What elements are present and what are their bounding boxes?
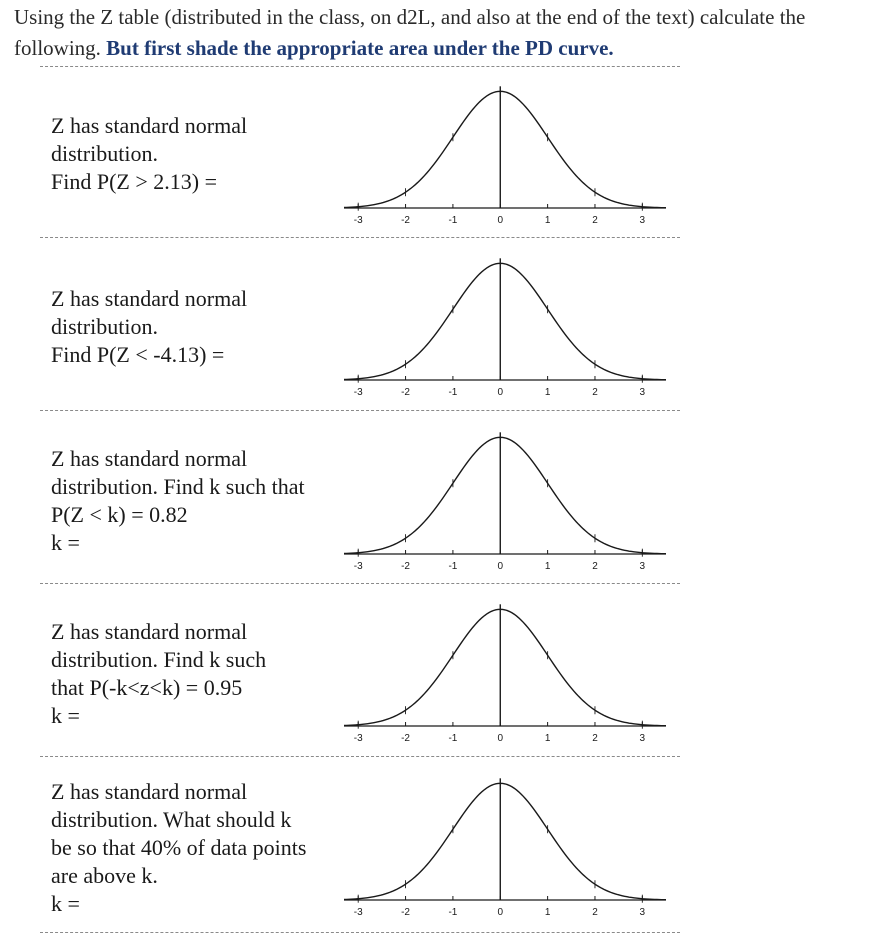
question-4 — [51, 618, 341, 730]
normal-curve-plot-3[interactable] — [340, 424, 670, 584]
normal-curve-line — [344, 91, 666, 207]
normal-curve-line — [344, 437, 666, 553]
x-tick-label: 0 — [497, 215, 504, 226]
normal-curve-plot-4[interactable] — [340, 596, 670, 756]
question-3-line-3: P(Z < k) = 0.82 — [51, 502, 188, 527]
question-3-line-4: k = — [51, 530, 80, 555]
x-tick-label: -3 — [353, 733, 363, 744]
normal-curve-line — [344, 783, 666, 899]
question-3-line-1: Z has standard normal — [51, 446, 248, 471]
question-5 — [51, 778, 341, 918]
question-3-line-2: distribution. Find k such that — [51, 474, 305, 499]
question-5-line-3: be so that 40% of data points — [51, 835, 307, 860]
x-tick-label: -1 — [448, 733, 458, 744]
x-tick-label: 3 — [639, 215, 646, 226]
x-tick-label: -2 — [401, 733, 411, 744]
question-5-line-2: distribution. What should k — [51, 807, 292, 832]
x-tick-label: -2 — [401, 907, 411, 918]
x-tick-label: -2 — [401, 215, 411, 226]
question-4-line-4: k = — [51, 703, 80, 728]
normal-curve-plot-5[interactable] — [340, 770, 670, 930]
divider — [40, 932, 680, 933]
x-tick-label: 1 — [544, 387, 551, 398]
x-tick-label: 2 — [592, 561, 598, 572]
divider — [40, 66, 680, 67]
x-tick-label: -1 — [448, 215, 458, 226]
x-tick-label: 2 — [592, 733, 598, 744]
instructions-text: Using the Z table (distributed in the class, on d2L, and also at the end of the text) calculate the following. — [14, 5, 806, 60]
x-tick-label: 3 — [639, 561, 646, 572]
instructions — [14, 2, 886, 64]
x-tick-label: -3 — [353, 907, 363, 918]
question-1 — [51, 112, 341, 196]
x-tick-label: -3 — [353, 387, 363, 398]
x-tick-label: 0 — [497, 561, 504, 572]
instructions-emphasis: But first shade the appropriate area under the PD curve. — [106, 36, 614, 60]
divider — [40, 756, 680, 757]
question-3 — [51, 445, 341, 557]
x-tick-label: -1 — [448, 387, 458, 398]
question-4-line-1: Z has standard normal — [51, 619, 248, 644]
x-tick-label: 0 — [497, 907, 504, 918]
question-4-line-3: that P(-k<z<k) = 0.95 — [51, 675, 243, 700]
x-tick-label: 2 — [592, 387, 598, 398]
x-tick-label: -1 — [448, 907, 458, 918]
divider — [40, 410, 680, 411]
question-4-line-2: distribution. Find k such — [51, 647, 267, 672]
x-tick-label: 2 — [592, 215, 598, 226]
x-tick-label: -2 — [401, 561, 411, 572]
x-tick-label: 1 — [544, 733, 551, 744]
question-2-line-2: distribution. — [51, 314, 158, 339]
x-tick-label: -2 — [401, 387, 411, 398]
divider — [40, 237, 680, 238]
x-tick-label: 0 — [497, 387, 504, 398]
x-tick-label: 2 — [592, 907, 598, 918]
question-2 — [51, 285, 341, 369]
x-tick-label: -3 — [353, 561, 363, 572]
question-5-line-4: are above k. — [51, 863, 158, 888]
question-1-line-1: Z has standard normal — [51, 113, 248, 138]
normal-curve-plot-2[interactable] — [340, 250, 670, 410]
x-tick-label: 3 — [639, 907, 646, 918]
x-tick-label: 3 — [639, 733, 646, 744]
x-tick-label: 3 — [639, 387, 646, 398]
x-tick-label: -3 — [353, 215, 363, 226]
normal-curve-line — [344, 263, 666, 379]
normal-curve-line — [344, 609, 666, 725]
x-tick-label: 1 — [544, 561, 551, 572]
question-5-line-1: Z has standard normal — [51, 779, 248, 804]
x-tick-label: 1 — [544, 907, 551, 918]
question-1-line-3: Find P(Z > 2.13) = — [51, 169, 217, 194]
question-1-line-2: distribution. — [51, 141, 158, 166]
normal-curve-plot-1[interactable] — [340, 78, 670, 238]
x-tick-label: 0 — [497, 733, 504, 744]
question-2-line-1: Z has standard normal — [51, 286, 248, 311]
question-5-line-5: k = — [51, 891, 80, 916]
divider — [40, 583, 680, 584]
question-2-line-3: Find P(Z < -4.13) = — [51, 342, 225, 367]
x-tick-label: 1 — [544, 215, 551, 226]
x-tick-label: -1 — [448, 561, 458, 572]
